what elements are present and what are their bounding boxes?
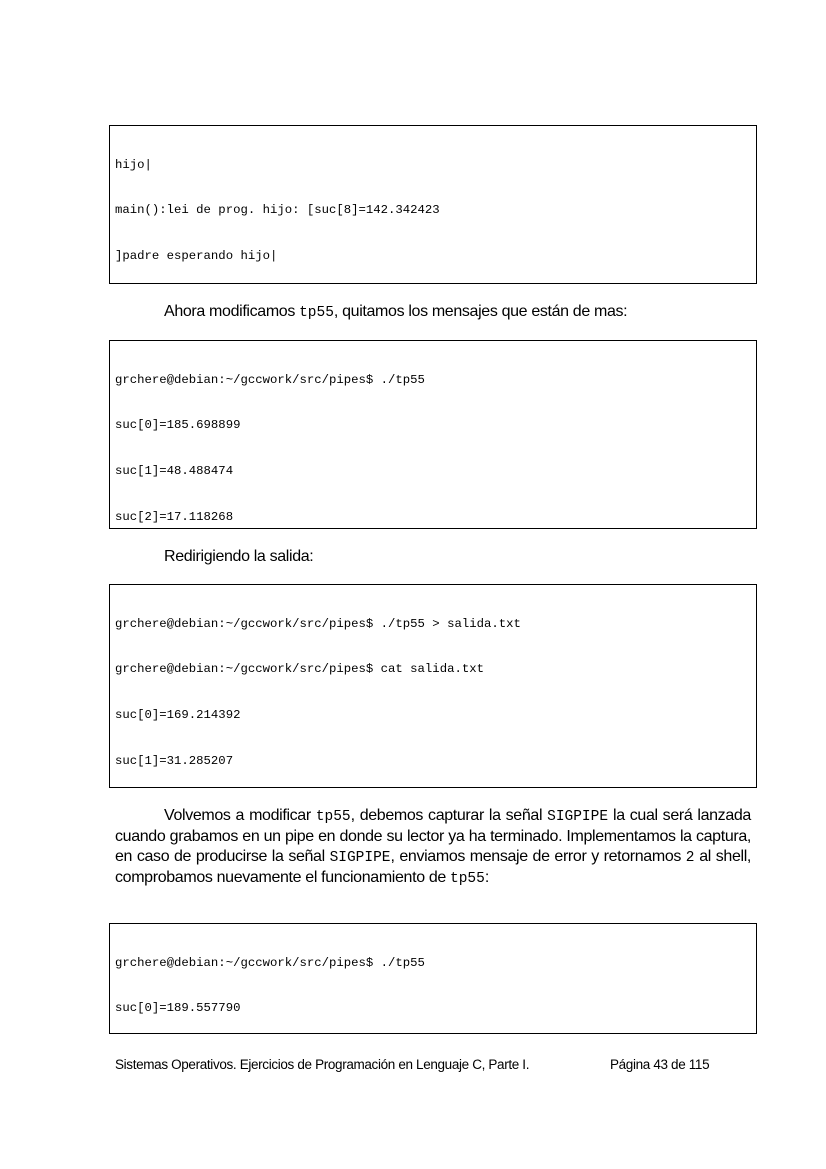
terminal-line: suc[0]=189.557790: [115, 1001, 241, 1016]
terminal-line: grchere@debian:~/gccwork/src/pipes$ ./tp55: [115, 372, 425, 387]
terminal-line: ]padre esperando hijo|: [115, 249, 278, 264]
terminal-line: suc[1]=31.285207: [115, 754, 234, 769]
terminal-line: grchere@debian:~/gccwork/src/pipes$ cat salida.txt: [115, 662, 484, 677]
terminal-line: grchere@debian:~/gccwork/src/pipes$ ./tp55: [115, 955, 425, 970]
terminal-line: suc[1]=48.488474: [115, 464, 234, 479]
terminal-line: grchere@debian:~/gccwork/src/pipes$ ./tp55 > salida.txt: [115, 616, 521, 631]
terminal-output-block-1: [109, 125, 757, 284]
terminal-line: suc[2]=17.118268: [115, 510, 234, 525]
paragraph-redirect: Redirigiendo la salida:: [164, 548, 314, 565]
inline-code: tp55: [450, 871, 485, 887]
footer-page-number: Página 43 de 115: [610, 1057, 710, 1072]
inline-code: SIGPIPE: [329, 850, 391, 866]
footer-course-title: Sistemas Operativos. Ejercicios de Programación en Lenguaje C, Parte I.: [115, 1057, 530, 1072]
inline-code: tp55: [299, 305, 334, 321]
terminal-line: suc[0]=185.698899: [115, 418, 241, 433]
terminal-line: hijo|: [115, 157, 152, 172]
inline-code: SIGPIPE: [547, 809, 609, 825]
terminal-output-block-4: [109, 923, 757, 1034]
paragraph-sigpipe: Volvemos a modificar tp55, debemos capturar la señal SIGPIPE la cual será lanzada cuando grabamos en un pipe en donde su lector ya ha terminado. Implementamos la captura, en caso de producirse la señal SIGPIPE, enviamos mensaje de error y retornamos 2 al shell, comprobamos nuevamente el funcionamiento de tp55:: [115, 807, 751, 887]
inline-code: 2: [685, 850, 695, 866]
terminal-output-block-2: [109, 340, 757, 529]
paragraph-modify-tp55: Ahora modificamos tp55, quitamos los mensajes que están de mas:: [164, 303, 628, 321]
inline-code: tp55: [315, 809, 351, 825]
terminal-line: main():lei de prog. hijo: [suc[8]=142.342423: [115, 203, 440, 218]
terminal-output-block-3: [109, 584, 757, 788]
terminal-line: suc[0]=169.214392: [115, 708, 241, 723]
